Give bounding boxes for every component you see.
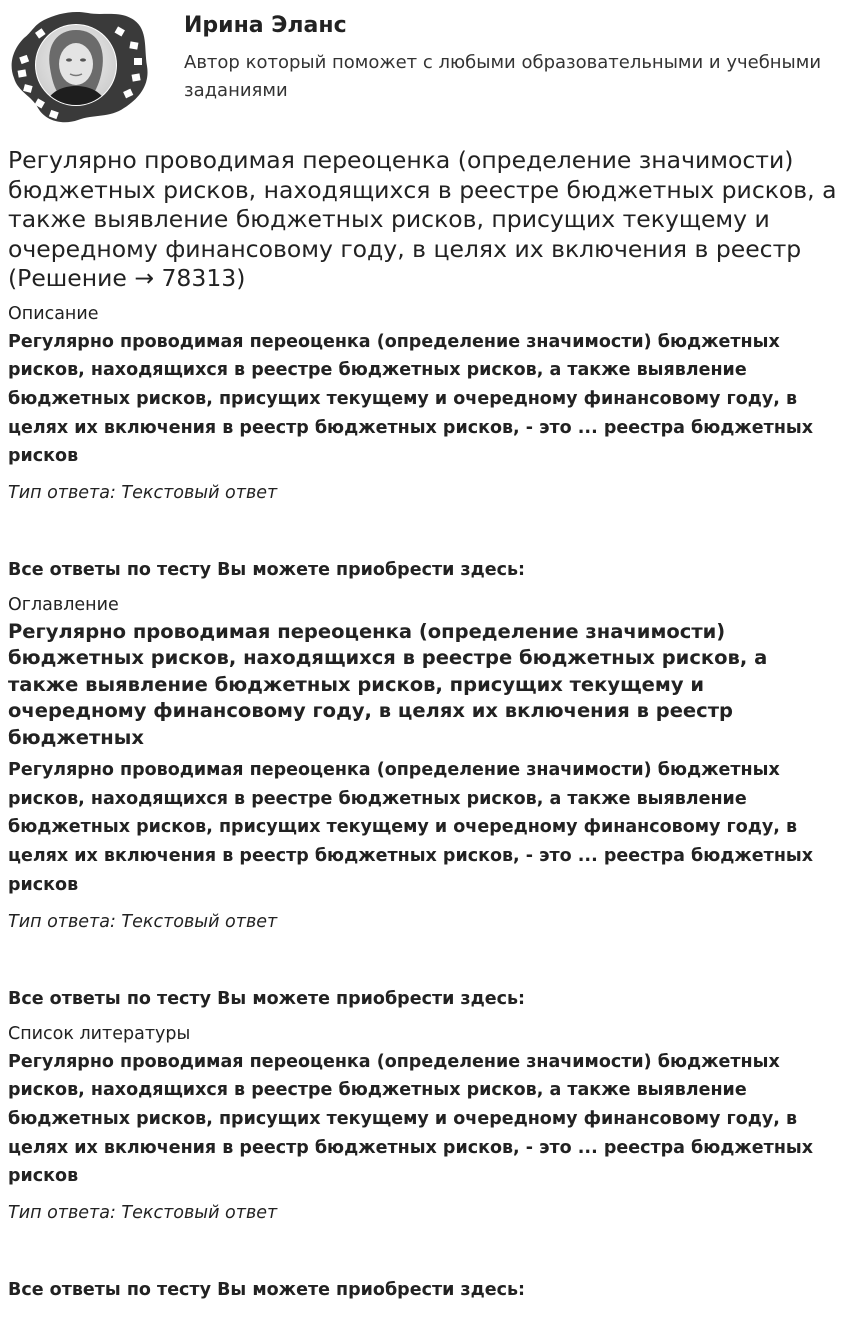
toc-answer-type: Тип ответа: Текстовый ответ xyxy=(8,911,278,932)
toc-label: Оглавление xyxy=(8,595,119,616)
toc-section xyxy=(8,594,838,1011)
literature-label: Список литературы xyxy=(8,1023,191,1044)
literature-answer-type: Тип ответа: Текстовый ответ xyxy=(8,1203,278,1224)
author-avatar xyxy=(6,8,152,126)
author-description: Автор который поможет с любыми образовательными и учебными заданиями xyxy=(184,52,822,101)
literature-question: Регулярно проводимая переоценка (определение значимости) бюджетных рисков, находящихся в реестре бюджетных рисков, а также выявление бюджетных рисков, присущих текущему и очередному финансовому году, в целях их включения в реестр бюджетных рисков, - это ... реестра бюджетных рисков xyxy=(8,1051,814,1187)
page-title: Регулярно проводимая переоценка (определение значимости) бюджетных рисков, находящихся в реестре бюджетных рисков, а также выявление бюджетных рисков, присущих текущему и очередному финансовому году, в целях их включения в реестр (Решение → 78313) xyxy=(8,146,837,292)
main-content xyxy=(8,146,838,1302)
description-buy-note: Все ответы по тесту Вы можете приобрести здесь: xyxy=(8,560,526,581)
author-name[interactable]: Ирина Эланс xyxy=(184,13,347,38)
toc-heading: Регулярно проводимая переоценка (определение значимости) бюджетных рисков, находящихся в реестре бюджетных рисков, а также выявление бюджетных рисков, присущих текущему и очередному финансовому году, в целях их включения в реестр бюджетных xyxy=(8,620,768,749)
author-header xyxy=(0,0,847,135)
description-question: Регулярно проводимая переоценка (определение значимости) бюджетных рисков, находящихся в реестре бюджетных рисков, а также выявление бюджетных рисков, присущих текущему и очередному финансовому году, в целях их включения в реестр бюджетных рисков, - это ... реестра бюджетных рисков xyxy=(8,331,814,467)
description-label: Описание xyxy=(8,303,99,324)
literature-section xyxy=(8,1023,838,1303)
literature-buy-note: Все ответы по тесту Вы можете приобрести здесь: xyxy=(8,1280,526,1301)
toc-buy-note: Все ответы по тесту Вы можете приобрести здесь: xyxy=(8,988,526,1009)
description-answer-type: Тип ответа: Текстовый ответ xyxy=(8,483,278,504)
toc-question: Регулярно проводимая переоценка (определение значимости) бюджетных рисков, находящихся в реестре бюджетных рисков, а также выявление бюджетных рисков, присущих текущему и очередному финансовому году, в целях их включения в реестр бюджетных рисков, - это ... реестра бюджетных рисков xyxy=(8,760,814,895)
description-section xyxy=(8,303,838,583)
